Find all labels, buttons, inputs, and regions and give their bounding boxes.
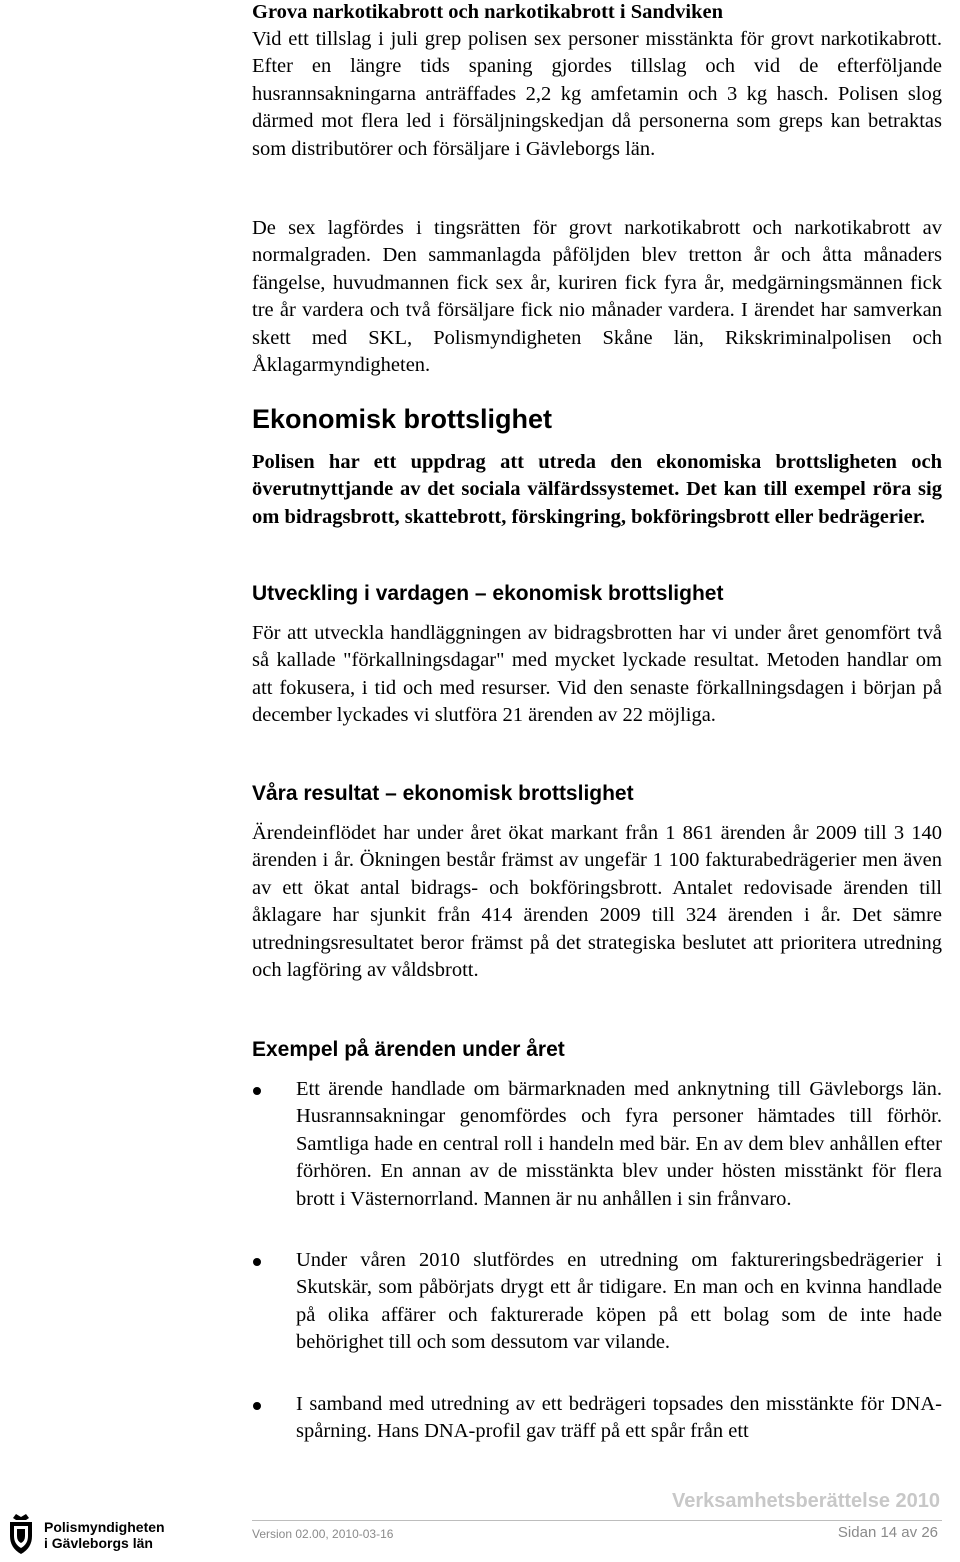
list-item-text: Under våren 2010 slutfördes en utredning om faktureringsbedrägerier i Skutskär, som påbörjats drygt ett år tidigare. En man och en kvinna handlade på olika affärer och fakturerade köpen på ett bolag som de inte hade behörighet till och som dessutom var vilande.	[296, 1249, 942, 1354]
footer-divider	[252, 1520, 942, 1521]
list-item-text: I samband med utredning av ett bedrägeri topsades den misstänkte för DNA-spårning. Hans DNA-profil gav träff på ett spår från ett	[296, 1392, 942, 1443]
resultat-paragraph-text: Ärendeinflödet har under året ökat markant från 1 861 ärenden år 2009 till 3 140 ärenden i år. Ökningen består främst av ungefär 1 100 fakturabedrägerier men även av ett ökat antal bidrags- och bokföringsbrott. Antalet redovisade ärenden till åklagare har sjunkit från 414 ärenden 2009 till 324 ärenden i år. Det sämre utredningsresultatet beror främst på det strategiska beslutet att prioritera utredning och lagföring av våldsbrott.	[252, 822, 942, 982]
exempel-heading: Exempel på ärenden under året	[252, 1038, 565, 1061]
footer-report-title: Verksamhetsberättelse 2010	[672, 1490, 940, 1512]
resultat-paragraph	[252, 820, 942, 984]
sandviken-paragraph-2	[252, 215, 942, 379]
logo-text-line-1: Polismyndigheten	[44, 1519, 165, 1535]
police-emblem-icon	[4, 1512, 38, 1556]
resultat-heading: Våra resultat – ekonomisk brottslighet	[252, 782, 634, 805]
bullet-icon	[253, 1087, 261, 1095]
utveckling-heading: Utveckling i vardagen – ekonomisk brottslighet	[252, 582, 724, 605]
sandviken-paragraph-2-text: De sex lagfördes i tingsrätten för grovt narkotikabrott och narkotikabrott av normalgraden. Den sammanlagda påföljden blev tretton år och åtta månaders fängelse, huvudmannen fick sex år, kuriren fick fyra år, medgärningsmännen fick tre år vardera och två försäljare fick nio månader vardera. I ärendet har samverkan skett med SKL, Polismyndigheten Skåne län, Rikskriminalpolisen och Åklagarmyndigheten.	[252, 217, 942, 377]
ekonomisk-lead-text: Polisen har ett uppdrag att utreda den ekonomiska brottsligheten och överutnyttjande av det sociala välfärdssystemet. Det kan till exempel röra sig om bidragsbrott, skattebrott, förskingring, bokföringsbrott eller bedrägerier.	[252, 451, 942, 528]
sandviken-paragraph-1-text: Vid ett tillslag i juli grep polisen sex personer misstänkta för grovt narkotikabrott. Efter en längre tids spaning gjordes tillslag och vid de efterföljande husrannsakningarna anträffades 2,2 kg amfetamin och 3 kg hasch. Polisen slog därmed mot flera led i försäljningskedjan då personerna som greps kan betraktas som distributörer och försäljare i Gävleborgs län.	[252, 28, 942, 160]
list-item	[252, 1076, 942, 1213]
utveckling-paragraph-text: För att utveckla handläggningen av bidragsbrotten har vi under året genomfört två så kallade "förkallningsdagar" med mycket lyckade resultat. Metoden handlar om att fokusera, i tid och med resurser. Vid den senaste förkallningsdagen i början på december lyckades vi slutföra 21 ärenden av 22 möjliga.	[252, 622, 942, 727]
sandviken-paragraph-1	[252, 26, 942, 163]
ekonomisk-lead	[252, 449, 942, 531]
section-heading-sandviken	[252, 0, 942, 26]
bullet-icon	[253, 1258, 261, 1266]
bullet-icon	[253, 1402, 261, 1410]
footer-version: Version 02.00, 2010-03-16	[252, 1527, 394, 1541]
sandviken-heading: Grova narkotikabrott och narkotikabrott i Sandviken	[252, 1, 724, 23]
logo-text-line-2: i Gävleborgs län	[44, 1535, 153, 1551]
list-item	[252, 1391, 942, 1446]
list-item	[252, 1247, 942, 1357]
footer-page-number: Sidan 14 av 26	[837, 1524, 938, 1541]
police-logo	[4, 1512, 174, 1556]
exempel-list	[252, 1076, 942, 1479]
ekonomisk-heading: Ekonomisk brottslighet	[252, 404, 553, 434]
utveckling-paragraph	[252, 620, 942, 730]
list-item-text: Ett ärende handlade om bärmarknaden med anknytning till Gävleborgs län. Husrannsakningar genomfördes och fyra personer hämtades till förhör. Samtliga hade en central roll i handeln med bär. En av dem blev anhållen efter förhören. En annan av de misstänkta blev under hösten misstänkt för flera brott i Västernorrland. Mannen är nu anhållen i sin frånvaro.	[296, 1078, 942, 1210]
